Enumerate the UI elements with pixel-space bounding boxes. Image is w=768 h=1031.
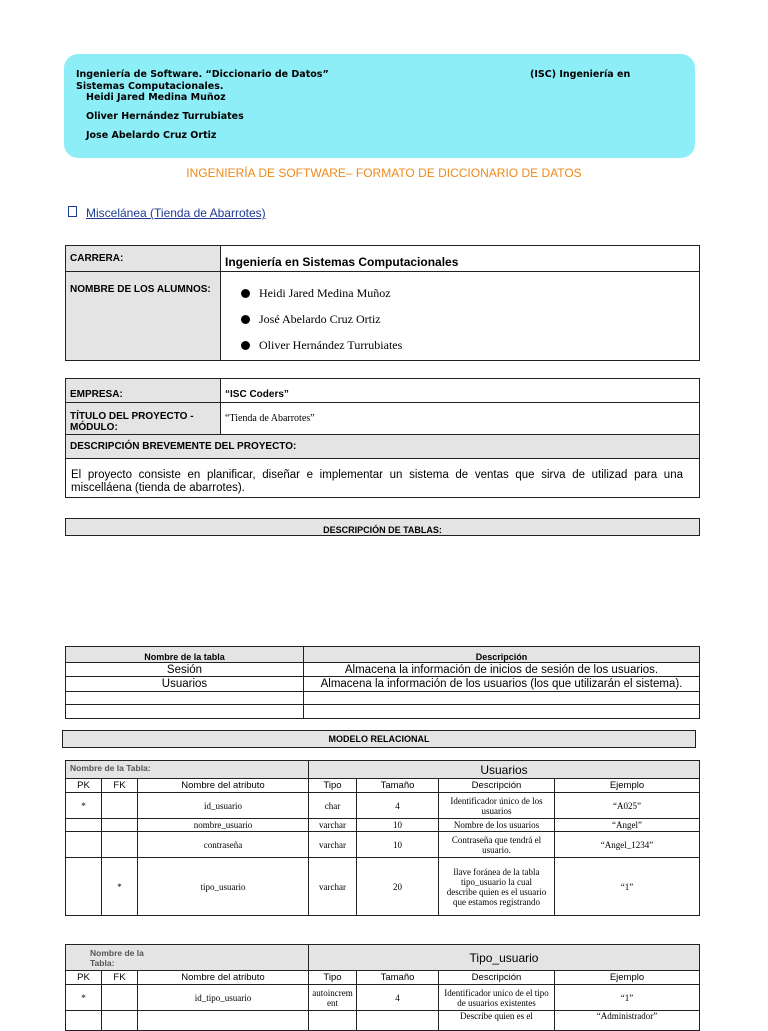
- table-row: nombre_usuario varchar 10 Nombre de los usuarios “Angel”: [66, 819, 700, 832]
- titulo-value: “Tienda de Abarrotes”: [221, 403, 700, 435]
- summary-cell: Almacena la información de los usuarios (los que utilizarán el sistema).: [304, 677, 700, 692]
- col-header: Tipo: [309, 971, 357, 985]
- tipo-usuario-table: [65, 944, 700, 1031]
- col-header: PK: [66, 971, 102, 985]
- bullet-icon: [241, 289, 250, 298]
- table-row: Describe quien es el “Administrador”: [66, 1011, 700, 1031]
- titulo-label: TÍTULO DEL PROYECTO - MÓDULO:: [66, 403, 221, 435]
- col-header: FK: [102, 971, 138, 985]
- table-row: * id_usuario char 4 Identificador único de los usuarios “A025”: [66, 793, 700, 819]
- col-header: Nombre del atributo: [138, 779, 309, 793]
- descripcion-label: DESCRIPCIÓN BREVEMENTE DEL PROYECTO:: [66, 435, 700, 459]
- empresa-value: “ISC Coders”: [221, 379, 700, 403]
- carrera-label: CARRERA:: [66, 246, 221, 272]
- header-career: (ISC) Ingeniería en: [530, 69, 631, 80]
- header-banner: [64, 54, 695, 158]
- table-row: [66, 692, 700, 705]
- project-table: [65, 378, 700, 498]
- table-row: [66, 663, 700, 677]
- empresa-label: EMPRESA:: [66, 379, 221, 403]
- table-row: * id_tipo_usuario autoincrement 4 Identificador unico de el tipo de usuarios existentes “1”: [66, 985, 700, 1011]
- alumno-item: José Abelardo Cruz Ortiz: [241, 312, 699, 338]
- table-row: * tipo_usuario varchar 20 llave foránea de la tabla tipo_usuario la cual describe quien es el usuario que estamos registrando “1”: [66, 858, 700, 916]
- usuarios-name: Usuarios: [309, 761, 700, 779]
- career-table: [65, 245, 700, 361]
- carrera-value: Ingeniería en Sistemas Computacionales: [221, 246, 700, 272]
- usuarios-table: [65, 760, 700, 916]
- summary-header-desc: Descripción: [304, 647, 700, 663]
- header-title: Ingeniería de Software. “Diccionario de Datos”: [76, 69, 329, 80]
- col-header: Descripción: [439, 779, 555, 793]
- alumno-item: Oliver Hernández Turrubiates: [241, 338, 699, 360]
- bullet-icon: [241, 341, 250, 350]
- header-author-1: Heidi Jared Medina Muñoz: [86, 92, 226, 103]
- col-header: Descripción: [439, 971, 555, 985]
- summary-cell: Usuarios: [66, 677, 304, 692]
- tipo-usuario-name-label: Nombre de la Tabla:: [66, 945, 309, 971]
- tipo-usuario-name: Tipo_usuario: [309, 945, 700, 971]
- alumnos-label: NOMBRE DE LOS ALUMNOS:: [66, 272, 221, 361]
- col-header: Ejemplo: [555, 779, 700, 793]
- alumnos-list: [221, 272, 700, 361]
- table-row: [66, 705, 700, 719]
- col-header: Tamaño: [357, 779, 439, 793]
- document-title: INGENIERÍA DE SOFTWARE– FORMATO DE DICCIONARIO DE DATOS: [186, 166, 582, 180]
- descripcion-value: El proyecto consiste en planificar, diseñar e implementar un sistema de ventas que sirva de utilizad para una miscelláena (tienda de abarrotes).: [66, 459, 700, 498]
- col-header: Nombre del atributo: [138, 971, 309, 985]
- col-header: Tipo: [309, 779, 357, 793]
- summary-cell: Sesión: [66, 663, 304, 677]
- bullet-icon: [241, 315, 250, 324]
- project-link[interactable]: Miscelánea (Tienda de Abarrotes): [86, 206, 266, 220]
- table-row: contraseña varchar 10 Contraseña que tendrá el usuario. “Angel_1234”: [66, 832, 700, 858]
- header-author-2: Oliver Hernández Turrubiates: [86, 111, 244, 122]
- alumno-item: Heidi Jared Medina Muñoz: [241, 286, 699, 312]
- header-career-cont: Sistemas Computacionales.: [76, 81, 224, 92]
- desc-tablas-bar: [65, 518, 700, 536]
- col-header: Ejemplo: [555, 971, 700, 985]
- header-author-3: Jose Abelardo Cruz Ortiz: [86, 130, 217, 141]
- modelo-relacional-bar: [62, 730, 696, 748]
- square-bullet-icon: [68, 206, 77, 217]
- desc-tablas-title: DESCRIPCIÓN DE TABLAS:: [66, 519, 700, 536]
- col-header: Tamaño: [357, 971, 439, 985]
- summary-cell: Almacena la información de inicios de sesión de los usuarios.: [304, 663, 700, 677]
- usuarios-name-label: Nombre de la Tabla:: [66, 761, 309, 779]
- table-row: [66, 677, 700, 692]
- col-header: FK: [102, 779, 138, 793]
- summary-header-name: Nombre de la tabla: [66, 647, 304, 663]
- modelo-relacional-title: MODELO RELACIONAL: [63, 731, 696, 748]
- col-header: PK: [66, 779, 102, 793]
- tables-summary: [65, 646, 700, 719]
